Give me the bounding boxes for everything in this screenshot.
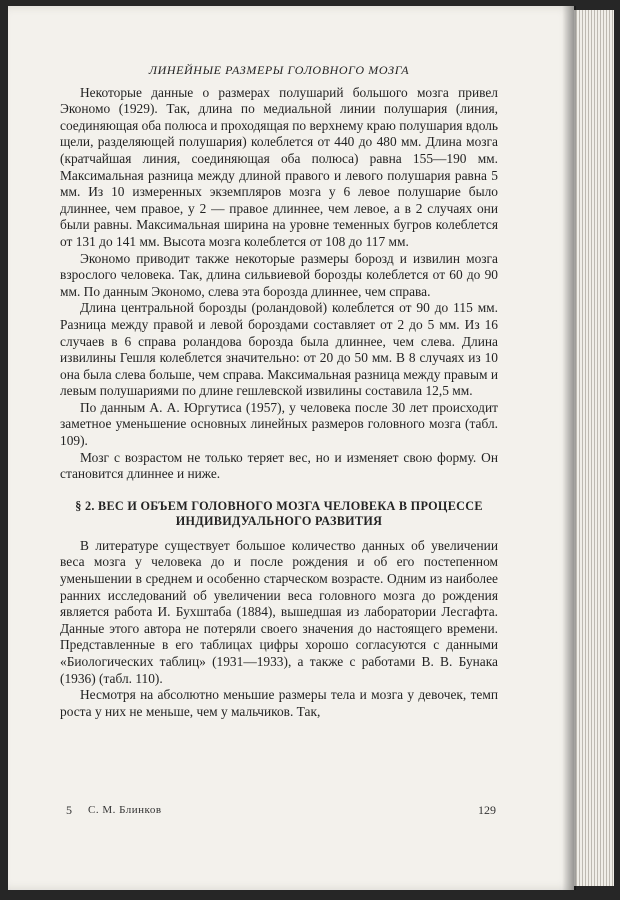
page-number: 129 (478, 803, 496, 817)
signature-number: 5 (66, 803, 72, 817)
signature-author: С. М. Блинков (88, 804, 162, 816)
paragraph: Несмотря на абсолютно меньшие размеры тела и мозга у девочек, темп роста у них не меньше, чем у мальчиков. Так, (60, 687, 498, 719)
page-fold-shadow (562, 6, 576, 890)
paragraph: По данным А. А. Юргутиса (1957), у человека после 30 лет происходит заметное уменьшение основных линейных размеров головного мозга (табл. 109). (60, 399, 498, 449)
page-text (60, 62, 498, 720)
paragraph: Мозг с возрастом не только теряет вес, но и изменяет свою форму. Он становится длиннее и ниже. (60, 449, 498, 482)
paragraph: Некоторые данные о размерах полушарий большого мозга привел Экономо (1929). Так, длина по медиальной линии полушария (линия, соединяющая оба полюса и проходящая по верхнему краю полушария вдоль щели, разделяющей полушария) колеблется от 440 до 480 мм. Длина мозга (кратчайшая линия, соединяющая оба полюса) равна 155—190 мм. Максимальная разница между длиной правого и левого полушария равна 5 мм. Из 10 измеренных экземпляров мозга у 6 левое полушарие было длиннее, чем правое, у 2 — правое длиннее, чем левое, а в 2 случаях они были равны. Максимальная ширина на уровне теменных бугров колеблется от 131 до 141 мм. Высота мозга колеблется от 108 до 117 мм. (60, 84, 498, 249)
paragraph: В литературе существует большое количество данных об увеличении веса мозга у человека до и после рождения и об его постепенном уменьшении в среднем и особенно старческом возрасте. Одним из наиболее ранних исследований об увеличении веса головного мозга до рождения является работа И. Бухштаба (1884), вышедшая из лаборатории Лесгафта. Данные этого автора не потеряли своего значения до настоящего времени. Представленные в его таблицах цифры хорошо согласуются с данными «Биологических таблиц» (1931—1933), а также с работами В. В. Бунака (1936) (табл. 110). (60, 537, 498, 686)
section-title (60, 499, 498, 530)
page-edges (574, 10, 614, 886)
paragraph: Экономо приводит также некоторые размеры борозд и извилин мозга взрослого человека. Так, длина сильвиевой борозды колеблется от 60 до 90 мм. По данным Экономо, слева эта борозда длиннее, чем справа. (60, 250, 498, 299)
paragraph: Длина центральной борозды (роландовой) колеблется от 90 до 115 мм. Разница между правой и левой бороздами составляет от 2 до 5 мм. Из 16 случаев в 6 справа роландова борозда была длиннее, чем слева. Длина извилины Гешля колеблется значительно: от 20 до 50 мм. В 8 случаях из 10 она была слева больше, чем справа. Максимальная разница между правым и левым полушариями по длине гешлевской извилины составила 12,5 мм. (60, 300, 498, 399)
page-footer (60, 803, 498, 821)
section-title-line: § 2. ВЕС И ОБЪЕМ ГОЛОВНОГО МОЗГА ЧЕЛОВЕКА В ПРОЦЕССЕ (75, 498, 483, 513)
running-head: ЛИНЕЙНЫЕ РАЗМЕРЫ ГОЛОВНОГО МОЗГА (148, 63, 410, 77)
section-title-line: ИНДИВИДУАЛЬНОГО РАЗВИТИЯ (175, 514, 383, 529)
